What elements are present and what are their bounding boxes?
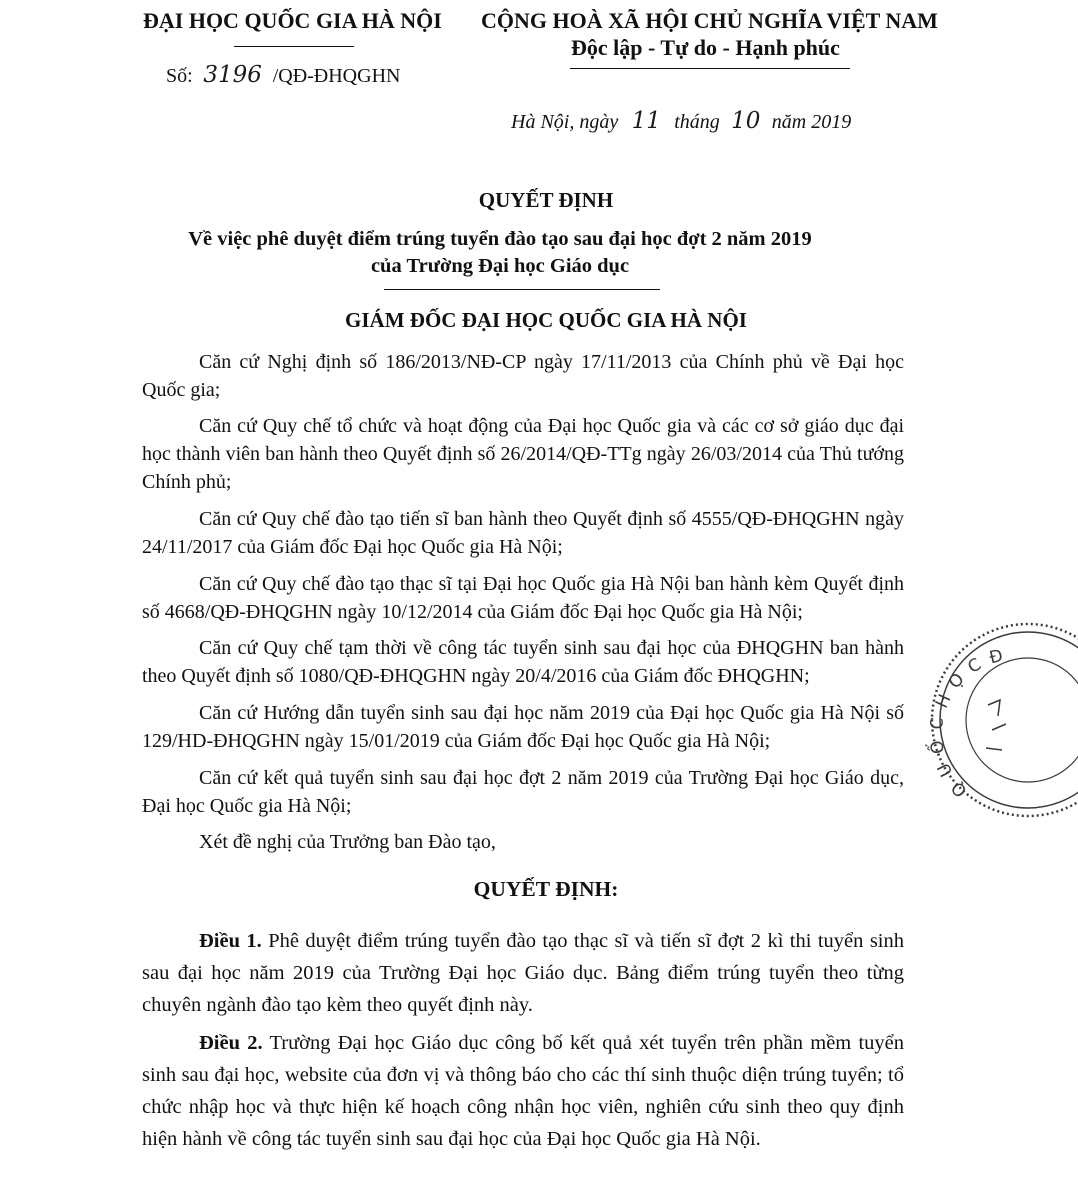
basis-paragraph: Căn cứ kết quả tuyển sinh sau đại học đợt 2 năm 2019 của Trường Đại học Giáo dục, Đại học Quốc gia Hà Nội; bbox=[142, 767, 904, 817]
basis-paragraph: Căn cứ Quy chế tạm thời về công tác tuyển sinh sau đại học của ĐHQGHN ban hành theo Quyết định số 1080/QĐ-ĐHQGHN ngày 20/4/2016 của Giám đốc ĐHQGHN; bbox=[142, 637, 904, 687]
article-label: Điều 1. bbox=[199, 930, 262, 952]
article-2 bbox=[142, 1027, 904, 1155]
national-motto: Độc lập - Tự do - Hạnh phúc bbox=[571, 35, 840, 60]
country-name: CỘNG HOÀ XÃ HỘI CHỦ NGHĨA VIỆT NAM bbox=[481, 8, 938, 33]
seal-stamp-icon bbox=[921, 605, 1078, 820]
issue-date bbox=[511, 108, 851, 134]
article-text: Trường Đại học Giáo dục công bố kết quả xét tuyển trên phần mềm tuyển sinh sau đại học, website của đơn vị và thông báo cho các thí sinh thuộc diện trúng tuyển; tổ chức nhập học và thực hiện kế hoạch công nhận học viên, nghiên cứu sinh theo quy định hiện hành về công tác tuyển sinh sau đại học của Đại học Quốc gia Hà Nội. bbox=[142, 1032, 904, 1150]
doc-number-handwritten: 3196 bbox=[203, 62, 262, 88]
article-text: Phê duyệt điểm trúng tuyển đào tạo thạc sĩ và tiến sĩ đợt 2 kì thi tuyển sinh sau đại học năm 2019 của Trường Đại học Giáo dục. Bảng điểm trúng tuyển theo từng chuyên ngành đào tạo kèm theo quyết định này. bbox=[142, 930, 904, 1016]
seal-text: Q U Ố C H Ọ C Đ A I bbox=[921, 605, 1007, 801]
basis-paragraph: Căn cứ Nghị định số 186/2013/NĐ-CP ngày 17/11/2013 của Chính phủ về Đại học Quốc gia; bbox=[142, 351, 904, 401]
doc-number-suffix: /QĐ-ĐHQGHN bbox=[272, 65, 401, 87]
date-month-label: tháng bbox=[674, 111, 720, 133]
basis-paragraph: Căn cứ Quy chế đào tạo thạc sĩ tại Đại học Quốc gia Hà Nội ban hành kèm Quyết định số 4668/QĐ-ĐHQGHN ngày 10/12/2014 của Giám đốc Đại học Quốc gia Hà Nội; bbox=[142, 573, 904, 623]
basis-paragraph: Căn cứ Hướng dẫn tuyển sinh sau đại học năm 2019 của Đại học Quốc gia Hà Nội số 129/HD-ĐHQGHN ngày 15/01/2019 của Giám đốc Đại học Quốc gia Hà Nội; bbox=[142, 702, 904, 752]
title-underline bbox=[384, 289, 660, 290]
issuing-authority: GIÁM ĐỐC ĐẠI HỌC QUỐC GIA HÀ NỘI bbox=[345, 308, 747, 332]
document-title: QUYẾT ĐỊNH bbox=[478, 188, 614, 212]
decision-heading: QUYẾT ĐỊNH: bbox=[473, 877, 619, 901]
subject-line-1: Về việc phê duyệt điểm trúng tuyển đào tạo sau đại học đợt 2 năm 2019 bbox=[188, 228, 812, 250]
date-month-handwritten: 10 bbox=[731, 108, 761, 134]
basis-paragraph: Xét đề nghị của Trưởng ban Đào tạo, bbox=[199, 831, 496, 853]
subject-line-2: của Trường Đại học Giáo dục bbox=[370, 255, 630, 277]
org-name-underline bbox=[234, 46, 354, 47]
motto-underline bbox=[570, 68, 850, 69]
article-label: Điều 2. bbox=[199, 1032, 263, 1054]
document-number bbox=[166, 62, 400, 88]
date-prefix: Hà Nội, ngày bbox=[511, 111, 619, 133]
basis-paragraph: Căn cứ Quy chế tổ chức và hoạt động của Đại học Quốc gia và các cơ sở giáo dục đại học thành viên ban hành theo Quyết định số 26/2014/QĐ-TTg ngày 26/03/2014 của Thủ tướng Chính phủ; bbox=[142, 415, 904, 493]
date-year: năm 2019 bbox=[771, 111, 852, 133]
basis-paragraph: Căn cứ Quy chế đào tạo tiến sĩ ban hành theo Quyết định số 4555/QĐ-ĐHQGHN ngày 24/11/2017 của Giám đốc Đại học Quốc gia Hà Nội; bbox=[142, 508, 904, 558]
date-day-handwritten: 11 bbox=[631, 108, 661, 134]
org-name: ĐẠI HỌC QUỐC GIA HÀ NỘI bbox=[143, 8, 442, 33]
doc-number-prefix: Số: bbox=[166, 65, 193, 87]
article-1 bbox=[142, 925, 904, 1021]
